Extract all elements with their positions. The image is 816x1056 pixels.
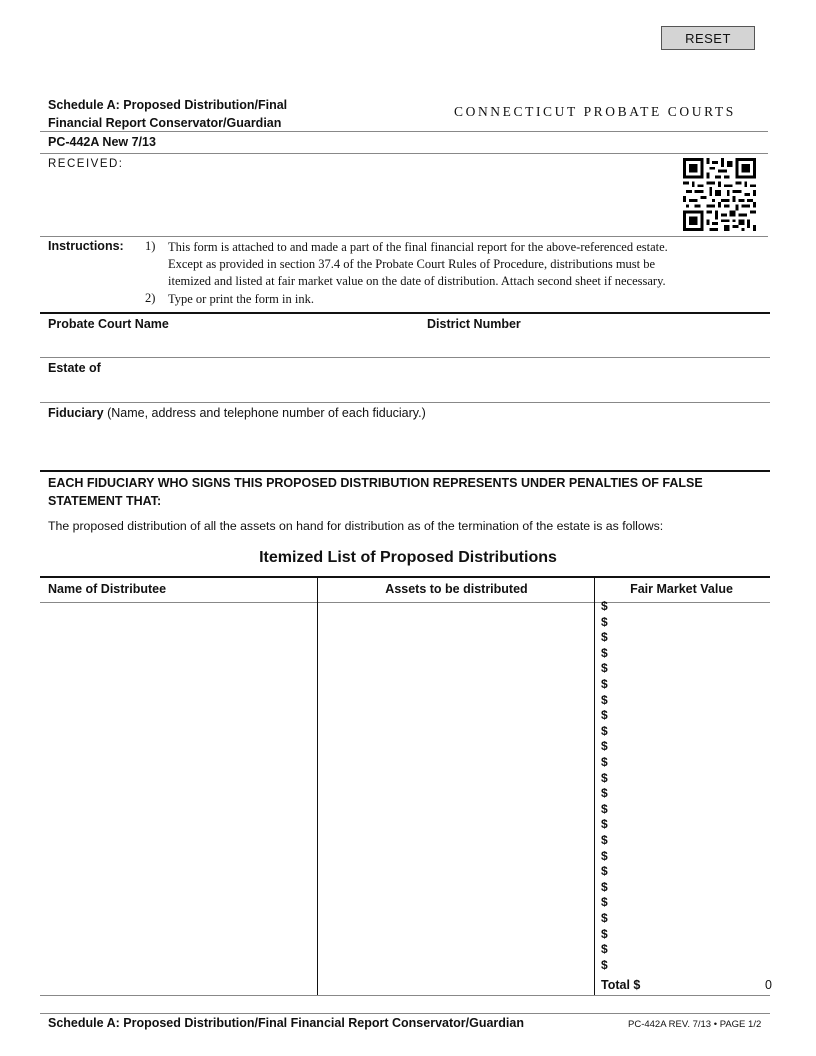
form-number: PC-442A New 7/13 (48, 135, 156, 149)
fair-market-value-field[interactable]: $ (601, 801, 608, 816)
qr-code-icon (683, 158, 756, 231)
fair-market-value-field[interactable]: $ (601, 817, 608, 832)
fair-market-value-field[interactable]: $ (601, 723, 608, 738)
instructions-label: Instructions: (48, 239, 124, 253)
column-divider (317, 577, 318, 995)
column-header-distributee: Name of Distributee (48, 582, 167, 596)
form-title (48, 96, 348, 132)
fair-market-value-field[interactable]: $ (601, 661, 608, 676)
instruction-item-2 (168, 291, 314, 308)
footer-divider (40, 1013, 770, 1014)
penalty-statement-line: STATEMENT THAT: (48, 494, 162, 508)
district-number-label: District Number (427, 317, 521, 331)
fair-market-value-field[interactable]: $ (601, 786, 608, 801)
divider (40, 153, 768, 154)
instruction-item-1 (168, 239, 668, 290)
column-divider (594, 577, 595, 995)
divider (40, 357, 770, 358)
form-title-line-2: Financial Report Conservator/Guardian (48, 116, 282, 130)
received-label: RECEIVED: (48, 158, 124, 170)
assets-input[interactable] (319, 604, 592, 970)
penalty-statement (48, 474, 768, 510)
table-title: Itemized List of Proposed Distributions (259, 549, 557, 566)
fair-market-value-field[interactable]: $ (601, 833, 608, 847)
header-divider (40, 602, 770, 603)
fair-market-value-field[interactable]: $ (601, 755, 608, 769)
total-label: Total $ (601, 978, 641, 992)
fair-market-value-field[interactable]: $ (601, 677, 608, 691)
divider (40, 402, 770, 403)
fair-market-value-field[interactable]: $ (601, 848, 608, 863)
fiduciary-label: Fiduciary (48, 406, 104, 420)
fair-market-value-field[interactable]: $ (601, 739, 608, 754)
fair-market-value-field[interactable]: $ (601, 770, 608, 785)
fair-market-value-field[interactable]: $ (601, 957, 608, 972)
distributee-names-input[interactable] (41, 604, 315, 970)
instruction-line: itemized and listed at fair market value on the date of distribution. Attach second sheet if necessary. (168, 274, 666, 288)
footer-title: Schedule A: Proposed Distribution/Final Financial Report Conservator/Guardian (48, 1016, 524, 1030)
table-bottom-border (40, 995, 770, 996)
section-divider (40, 312, 770, 314)
divider (40, 236, 768, 237)
fair-market-value-field[interactable]: $ (601, 911, 608, 925)
fair-market-value-field[interactable]: $ (601, 630, 608, 645)
footer-revision (628, 1019, 761, 1030)
form-title-line-1: Schedule A: Proposed Distribution/Final (48, 98, 288, 112)
instruction-line: Type or print the form in ink. (168, 292, 314, 306)
instruction-number: 1) (145, 239, 156, 253)
fair-market-value-field[interactable]: $ (601, 599, 608, 613)
fiduciary-label-row (48, 406, 426, 420)
probate-court-name-input[interactable] (48, 334, 418, 356)
estate-of-input[interactable] (48, 378, 768, 400)
fair-market-value-field[interactable]: $ (601, 942, 608, 957)
fair-market-value-field[interactable]: $ (601, 708, 608, 723)
section-divider (40, 470, 770, 472)
fair-market-value-field[interactable]: $ (601, 864, 608, 879)
divider (40, 131, 768, 132)
fair-market-value-field[interactable]: $ (601, 879, 608, 894)
district-number-input[interactable] (427, 334, 767, 356)
reset-button[interactable]: RESET (661, 26, 755, 50)
fair-market-value-field[interactable]: $ (601, 614, 608, 629)
fair-market-value-field[interactable]: $ (601, 645, 608, 660)
instruction-line: This form is attached to and made a part of the final financial report for the above-referenced estate. (168, 240, 668, 254)
probate-court-name-label: Probate Court Name (48, 317, 169, 331)
court-name: CONNECTICUT PROBATE COURTS (454, 104, 736, 119)
fair-market-value-field[interactable]: $ (601, 895, 608, 910)
table-top-border (40, 576, 770, 578)
column-header-value: Fair Market Value (630, 582, 733, 596)
instruction-line: Except as provided in section 37.4 of the Probate Court Rules of Procedure, distributions must be (168, 257, 656, 271)
footer-rev-text: PC-442A REV. 7/13 • PAGE (628, 1019, 746, 1030)
fair-market-value-field[interactable]: $ (601, 692, 608, 707)
distribution-paragraph: The proposed distribution of all the assets on hand for distribution as of the termination of the estate is as follows: (48, 519, 664, 533)
fiduciary-hint: (Name, address and telephone number of each fiduciary.) (107, 406, 426, 420)
fiduciary-input[interactable] (48, 424, 768, 466)
fair-market-value-field[interactable]: $ (601, 926, 608, 941)
footer-page-number: 1/2 (748, 1019, 762, 1030)
estate-of-label: Estate of (48, 361, 101, 375)
total-value: 0 (765, 978, 772, 992)
column-header-assets: Assets to be distributed (385, 582, 528, 596)
penalty-statement-line: EACH FIDUCIARY WHO SIGNS THIS PROPOSED DISTRIBUTION REPRESENTS UNDER PENALTIES OF FALSE (48, 476, 703, 490)
instruction-number: 2) (145, 291, 156, 305)
